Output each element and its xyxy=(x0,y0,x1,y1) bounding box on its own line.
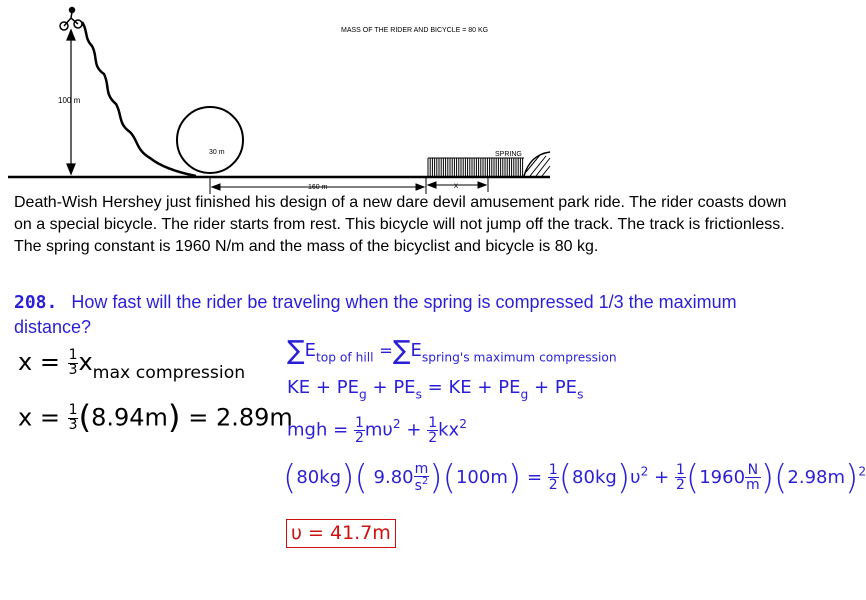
problem-question: How fast will the rider be traveling when the spring is compressed 1/3 the maximum distance? xyxy=(14,292,737,337)
x-result: 2.89m xyxy=(215,403,293,432)
final-answer-box: υ = 41.7m xyxy=(286,519,396,548)
spring-coils xyxy=(428,158,524,176)
mgh-equation: mgh = $\frac{1}{2}$ $m\upsilon^2$ + $\frac{1}{2}$ $kx^2$ xyxy=(287,415,467,447)
x-label: x xyxy=(454,181,458,190)
loop-label: 30 m xyxy=(209,149,225,156)
track-label: 160 m xyxy=(308,184,328,191)
rider-icon xyxy=(60,8,82,31)
substitution-equation: (80kg)( 9.80 $\frac{m}{s^2}$ )(100m) = $\frac{1}{2}$ $(80kg)\upsilon^2$ + $\frac{1}{2}$ (1960 $\frac{N}{m}$ )$(2.98m)^2$ xyxy=(283,458,866,498)
x-ratio-equation: x = $\frac{1}{3}$ $x_{max compression}$ xyxy=(18,346,246,383)
ride-diagram xyxy=(0,0,800,195)
energy-sum-equation: $\sum E_{top of hill} =\sum E_{spring's maximum compression}$ xyxy=(287,336,617,366)
height-label: 100 m xyxy=(58,96,81,105)
one-third-fraction: $\frac{1}{3}$ xyxy=(68,346,78,378)
intro-paragraph: Death-Wish Hershey just finished his design of a new dare devil amusement park ride. The rider coasts down on a special bicycle. The rider starts from rest. This bicycle will not jump off the track. The track is frictionless. The spring constant is 1960 N/m and the mass of the bicyclist and bicycle is 80 kg. xyxy=(14,194,787,255)
x-value-equation: x = $\frac{1}{3}$ (8.94m) = 2.89m xyxy=(18,398,293,436)
max-compression-value: 8.94m xyxy=(91,403,168,432)
wall-hatch xyxy=(524,152,550,176)
spring-label: SPRING xyxy=(495,151,522,158)
xmax-subscript: max compression xyxy=(92,362,246,383)
x-dimension xyxy=(428,178,488,192)
problem-statement xyxy=(14,290,794,339)
problem-number: 208. xyxy=(14,292,58,313)
energy-terms-equation: KE + $PE_g + PE_s$ = KE + $PE_g + PE_s$ xyxy=(287,377,584,402)
mass-note: MASS OF THE RIDER AND BICYCLE = 80 KG xyxy=(341,27,489,34)
